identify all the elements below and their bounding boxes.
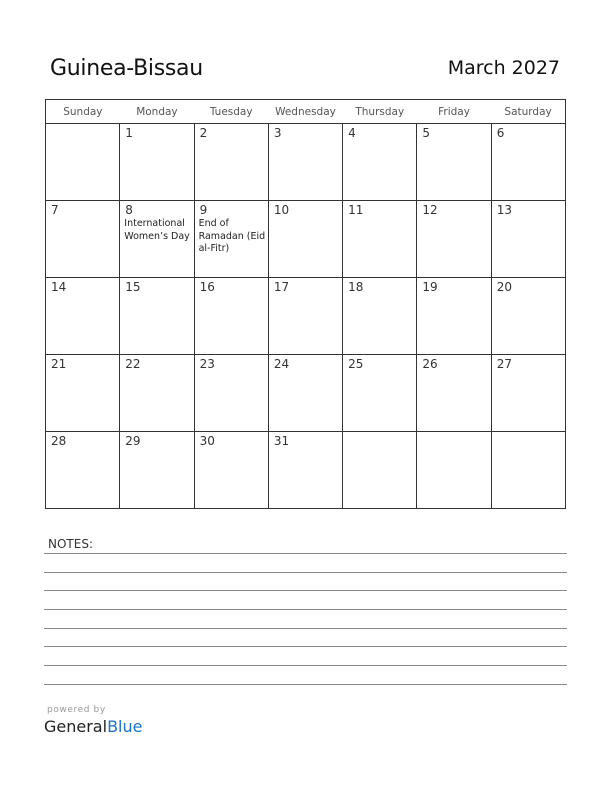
notes-line <box>44 628 567 629</box>
notes-label: NOTES: <box>48 537 93 551</box>
day-cell <box>194 201 268 278</box>
day-number: 20 <box>496 280 512 294</box>
month-title: March 2027 <box>447 57 560 79</box>
brand-blue: Blue <box>107 717 143 736</box>
day-cell <box>343 124 417 201</box>
day-cell <box>491 278 565 355</box>
day-number: 6 <box>496 126 505 140</box>
country-title: Guinea-Bissau <box>50 56 203 81</box>
calendar-grid <box>45 99 566 509</box>
day-number: 21 <box>51 357 67 371</box>
day-number: 7 <box>51 203 59 217</box>
day-cell <box>194 355 268 432</box>
day-number: 18 <box>348 280 364 294</box>
day-cell <box>343 432 417 509</box>
day-cell <box>194 124 268 201</box>
day-number: 15 <box>125 280 141 294</box>
holiday-label: End of Ramadan (Eid al-Fitr) <box>198 218 266 254</box>
day-number: 23 <box>199 357 215 371</box>
day-cell <box>491 355 565 432</box>
day-number: 16 <box>199 280 215 294</box>
day-number: 22 <box>125 357 141 371</box>
day-cell <box>491 432 565 509</box>
day-cell <box>268 432 342 509</box>
day-cell <box>120 432 194 509</box>
day-number: 17 <box>273 280 290 294</box>
week-row <box>46 278 566 355</box>
day-number: 19 <box>422 280 438 294</box>
weekday-monday: Monday <box>120 100 194 124</box>
week-row <box>46 355 566 432</box>
notes-line <box>44 684 567 685</box>
day-cell <box>268 201 342 278</box>
weekday-wednesday: Wednesday <box>268 100 342 124</box>
day-cell <box>491 201 565 278</box>
day-cell <box>46 278 120 355</box>
day-number: 27 <box>496 357 512 371</box>
notes-line <box>44 665 567 666</box>
day-number: 5 <box>422 126 431 140</box>
day-cell <box>194 432 268 509</box>
day-cell <box>417 124 491 201</box>
day-number: 29 <box>125 434 141 448</box>
day-cell <box>343 355 417 432</box>
weekday-friday: Friday <box>417 100 491 124</box>
day-number: 9 <box>199 203 208 217</box>
notes-line <box>44 590 567 591</box>
day-cell <box>417 201 491 278</box>
day-cell <box>268 278 342 355</box>
day-number: 24 <box>273 357 290 371</box>
weekday-thursday: Thursday <box>343 100 417 124</box>
day-cell <box>120 124 194 201</box>
day-number: 14 <box>51 280 67 294</box>
day-cell <box>343 201 417 278</box>
notes-line <box>44 572 567 573</box>
week-row <box>46 201 566 278</box>
day-number: 30 <box>199 434 215 448</box>
brand-general: General <box>44 717 108 736</box>
notes-line <box>44 553 567 554</box>
weekday-tuesday: Tuesday <box>194 100 268 124</box>
day-cell <box>417 355 491 432</box>
day-number: 8 <box>125 203 133 217</box>
day-cell <box>46 201 120 278</box>
week-row <box>46 124 566 201</box>
day-number: 11 <box>348 203 364 217</box>
day-cell <box>120 355 194 432</box>
week-row <box>46 432 566 509</box>
notes-line <box>44 609 567 610</box>
day-cell <box>417 432 491 509</box>
day-number: 28 <box>51 434 67 448</box>
day-cell <box>46 124 120 201</box>
weekday-header-row <box>46 100 566 124</box>
day-cell <box>417 278 491 355</box>
day-number: 2 <box>199 126 208 140</box>
day-number: 31 <box>273 434 290 448</box>
day-cell <box>46 432 120 509</box>
day-cell <box>268 355 342 432</box>
powered-by-label: powered by <box>47 705 106 715</box>
weekday-sunday: Sunday <box>46 100 120 124</box>
day-cell <box>491 124 565 201</box>
weekday-saturday: Saturday <box>491 100 565 124</box>
day-cell <box>46 355 120 432</box>
day-number: 12 <box>422 203 438 217</box>
notes-line <box>44 646 567 647</box>
day-cell <box>268 124 342 201</box>
day-number: 3 <box>273 126 282 140</box>
day-number: 10 <box>273 203 290 217</box>
day-cell <box>343 278 417 355</box>
day-number: 1 <box>125 126 133 140</box>
day-number: 4 <box>348 126 356 140</box>
brand-logo <box>44 717 142 736</box>
day-cell <box>194 278 268 355</box>
day-cell <box>120 278 194 355</box>
holiday-label: International Women’s Day <box>124 218 190 242</box>
day-number: 25 <box>348 357 364 371</box>
day-number: 26 <box>422 357 438 371</box>
day-cell <box>120 201 194 278</box>
day-number: 13 <box>496 203 512 217</box>
